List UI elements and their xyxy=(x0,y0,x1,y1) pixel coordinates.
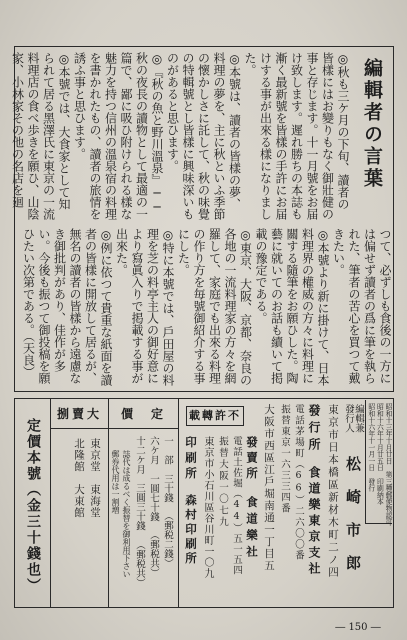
seller-label: 發賣所 xyxy=(245,436,259,483)
date-permit: 昭和十三年十月廿日 第三種郵便物認可 xyxy=(384,403,392,526)
page-title: 編輯者の言葉 xyxy=(361,58,383,190)
price-amount: 三圓三十錢 xyxy=(134,483,145,531)
date-issued: 昭和十六年十一月一日 發行 xyxy=(366,403,375,492)
editorial-paragraph: ◎本號では、大食家として知られて居る黑澤氏に東京の一流料理店の食べ歩きを願ひ、山陰家、小林家その他の名店を廻 xyxy=(10,52,71,220)
page-number: ― 150 ― xyxy=(335,622,381,633)
publisher-label: 發行所 xyxy=(307,404,321,455)
price-postage: （郵税共） xyxy=(148,530,159,578)
publisher-tel: 電話茅場町（66）二六〇〇番 xyxy=(293,404,304,561)
seller-transfer: 振替大阪一〇七九 xyxy=(217,436,228,528)
printer-name: 森村印刷所 xyxy=(184,494,198,567)
editorial-upper-tier xyxy=(10,52,350,220)
cover-price: 定價本號（金三十錢也） xyxy=(25,418,41,594)
distributor-line: 東京堂 東海堂 xyxy=(89,438,101,519)
price-postage: （郵税共） xyxy=(134,539,145,587)
editorial-paragraph: ◎例に依つて貴重な紙面を讀者の皆樣に開放して居るが、無名の讀者の皆樣から遠慮なき御批判があり、佳作が多い。今後も振つて御投稿を願ひたい次第である。（天良） xyxy=(21,228,113,386)
price-note: 誌代は成るべく振替を御利用下さい xyxy=(122,450,131,578)
editorial-paragraph: ◎本號は、讀者の皆樣の夢、料理の夢を、主に秋といふ季節の懷かしさに託して、秋の味覺の特輯號とし皆樣に興味深いものがあると思ひます。 xyxy=(165,52,242,220)
distributor-line: 北隆館 大東館 xyxy=(73,438,85,519)
editorial-paragraph: つて、必ずしも食後の一方には偏せず讀者の爲に筆を執られた、筆者の苦心を買つて戴きたい。 xyxy=(331,228,392,384)
seller-address: 大阪市西區江戶堀南通一丁目五 xyxy=(263,404,275,572)
seller-name: 食道樂社 xyxy=(245,496,259,562)
price-table-left-border xyxy=(50,398,51,608)
price-note: 郵券代用は一割増 xyxy=(111,450,120,514)
price-amount: 三十錢 xyxy=(162,473,173,502)
price-amount: 一圓七十錢 xyxy=(148,473,159,521)
price-postage: （郵税二錢） xyxy=(162,511,173,568)
price-section-divider xyxy=(108,398,109,608)
price-row xyxy=(160,436,174,602)
publisher-transfer: 振替東京一六三三四番 xyxy=(279,404,290,514)
editor-name: 松崎市郎 xyxy=(344,456,362,588)
price-row xyxy=(146,436,160,602)
date-printed: 昭和十六年十月廿五日 印刷納本 xyxy=(375,403,384,505)
editorial-paragraph: ◎東京、大阪、京都、奈良の各地の一流料理家の方々を網羅して、家庭でも出來る料理の作り方を毎號御紹介する事にした。 xyxy=(176,228,253,386)
editor-label: 編輯兼發行人 xyxy=(343,404,364,433)
no-reprint-notice: 載轉許不 xyxy=(186,406,244,426)
editorial-lower-tier xyxy=(18,228,392,388)
price-header: 價 定 xyxy=(120,407,166,421)
distributors-header: 捌賣大 xyxy=(56,407,102,421)
publisher-address: 東京市日本橋區新材木町二ノ四 xyxy=(327,404,339,579)
price-header-rule xyxy=(50,428,178,429)
editorial-paragraph: ◎特に本號では、戶田屋の料理を芝の料亭主人の御好意により寫眞入りで掲載する事が出來た。 xyxy=(114,228,175,386)
publisher-name: 食道樂東京支社 xyxy=(307,466,321,578)
printer-label: 印刷所 xyxy=(184,436,198,483)
printer-address: 東京市小石川區谷川町一〇九 xyxy=(202,436,213,579)
editorial-paragraph: ◎秋も三ケ月の下旬、讀者の皆樣にはお變りもなく御壯健の事と存じます。十一月號をお届け致します。遲れ勝ちの本誌も漸く最新號を皆樣の手許にお届けする事が出來る樣になりました。 xyxy=(243,52,350,220)
colophon-divider xyxy=(178,398,179,608)
price-row xyxy=(132,436,146,602)
price-term: 十二ケ月 xyxy=(134,436,145,474)
editorial-paragraph: ◎『秋の魚と野川溫泉』──秋の夜長の讀物として最適の一篇で、鄙に吸ひ附けられる樣な魅力を持つ信州の溫泉宿の料理を書かれたもの、讀者の旅情を誘ふ事と思ひます。 xyxy=(72,52,164,220)
price-term: 一 部 xyxy=(162,436,173,465)
price-term: 六ケ月 xyxy=(148,436,159,465)
seller-tel: 電話土佐堀（44）五一五四 xyxy=(231,436,242,576)
publication-dates xyxy=(365,400,392,524)
editorial-paragraph: ◎本號より新に掛けて、日本料理界の權威の方々に料理に關する隨筆をお願ひした。陶藝に就いてのお話も續いて掲載の豫定である。 xyxy=(254,228,330,386)
